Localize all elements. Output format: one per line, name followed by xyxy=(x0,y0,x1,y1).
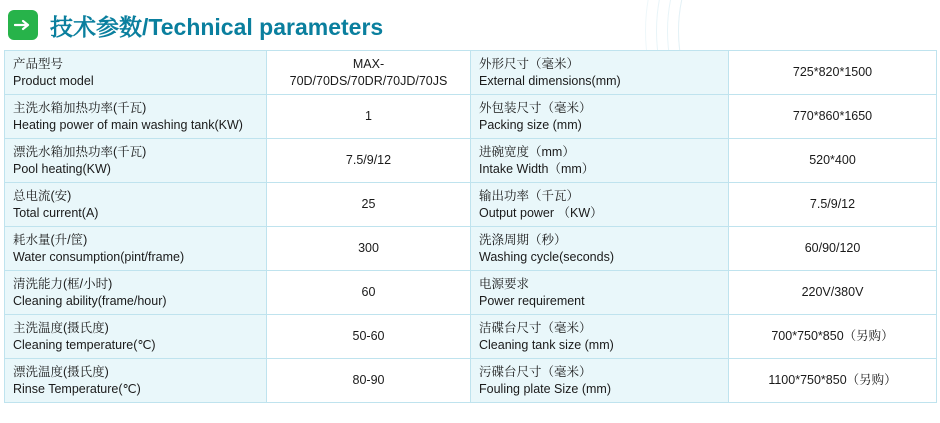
spec-label-cell xyxy=(5,359,267,403)
spec-label-cn: 输出功率（千瓦） xyxy=(479,188,580,203)
spec-label-en: Cleaning temperature(℃) xyxy=(13,337,156,352)
spec-label-cn: 外形尺寸（毫米） xyxy=(479,56,580,71)
spec-label-cell xyxy=(5,271,267,315)
spec-label-cell xyxy=(471,315,729,359)
spec-label-en: Output power （KW） xyxy=(479,205,603,220)
spec-label-cell xyxy=(471,227,729,271)
spec-label-en: Heating power of main washing tank(KW) xyxy=(13,117,243,132)
spec-label-cell xyxy=(5,139,267,183)
spec-label-cn: 主洗温度(摄氏度) xyxy=(13,320,109,335)
spec-label-cell xyxy=(471,95,729,139)
spec-value-cell: MAX-70D/70DS/70DR/70JD/70JS xyxy=(267,51,471,95)
spec-label-cell xyxy=(5,51,267,95)
spec-label-cn: 漂洗水箱加热功率(千瓦) xyxy=(13,144,147,159)
spec-label-en: Water consumption(pint/frame) xyxy=(13,249,185,264)
spec-label-cell xyxy=(5,183,267,227)
spec-label-en: External dimensions(mm) xyxy=(479,73,621,88)
page-title: 技术参数/Technical parameters xyxy=(50,13,384,40)
spec-value-cell: 725*820*1500 xyxy=(729,51,937,95)
spec-label-cell xyxy=(471,139,729,183)
technical-parameters-table xyxy=(4,50,937,403)
spec-value-cell: 7.5/9/12 xyxy=(729,183,937,227)
spec-label-cell xyxy=(5,315,267,359)
table-row xyxy=(5,315,937,359)
spec-label-cn: 总电流(安) xyxy=(13,188,72,203)
spec-value-cell: 60 xyxy=(267,271,471,315)
spec-value-cell: 60/90/120 xyxy=(729,227,937,271)
spec-label-en: Fouling plate Size (mm) xyxy=(479,381,611,396)
spec-label-cell xyxy=(471,183,729,227)
spec-label-cn: 耗水量(升/筐) xyxy=(13,232,88,247)
spec-label-cn: 主洗水箱加热功率(千瓦) xyxy=(13,100,147,115)
spec-value-cell: 1 xyxy=(267,95,471,139)
spec-label-cn: 外包装尺寸（毫米） xyxy=(479,100,592,115)
spec-label-cn: 漂洗温度(摄氏度) xyxy=(13,364,109,379)
spec-value-cell: 1100*750*850（另购） xyxy=(729,359,937,403)
spec-label-cn: 污碟台尺寸（毫米） xyxy=(479,364,592,379)
spec-value-cell: 520*400 xyxy=(729,139,937,183)
table-row xyxy=(5,139,937,183)
spec-label-cn: 洁碟台尺寸（毫米） xyxy=(479,320,592,335)
spec-label-cell xyxy=(471,271,729,315)
spec-label-cn: 电源要求 xyxy=(479,276,530,291)
table-row xyxy=(5,95,937,139)
spec-label-en: Washing cycle(seconds) xyxy=(479,249,615,264)
table-row xyxy=(5,271,937,315)
spec-value-cell: 25 xyxy=(267,183,471,227)
spec-value-cell: 700*750*850（另购） xyxy=(729,315,937,359)
spec-label-en: Product model xyxy=(13,73,94,88)
table-row xyxy=(5,51,937,95)
decorative-rings xyxy=(678,0,940,50)
spec-label-cn: 产品型号 xyxy=(13,56,64,71)
spec-label-en: Pool heating(KW) xyxy=(13,161,111,176)
table-row xyxy=(5,183,937,227)
spec-value-cell: 770*860*1650 xyxy=(729,95,937,139)
spec-label-cell xyxy=(471,51,729,95)
spec-label-cn: 洗涤周期（秒） xyxy=(479,232,567,247)
spec-label-en: Total current(A) xyxy=(13,205,99,220)
spec-value-cell: 7.5/9/12 xyxy=(267,139,471,183)
spec-label-cell xyxy=(5,95,267,139)
spec-value-cell: 220V/380V xyxy=(729,271,937,315)
spec-label-en: Rinse Temperature(℃) xyxy=(13,381,141,396)
table-row xyxy=(5,359,937,403)
spec-value-cell: 80-90 xyxy=(267,359,471,403)
spec-label-en: Intake Width（mm） xyxy=(479,161,595,176)
spec-label-cell xyxy=(471,359,729,403)
page-header xyxy=(0,0,940,50)
spec-label-cn: 清洗能力(框/小时) xyxy=(13,276,113,291)
spec-label-cn: 进碗宽度（mm） xyxy=(479,144,575,159)
spec-label-en: Power requirement xyxy=(479,293,585,308)
arrow-right-icon xyxy=(8,10,38,40)
spec-value-cell: 50-60 xyxy=(267,315,471,359)
spec-label-en: Packing size (mm) xyxy=(479,117,582,132)
spec-value-cell: 300 xyxy=(267,227,471,271)
spec-label-cell xyxy=(5,227,267,271)
table-row xyxy=(5,227,937,271)
spec-label-en: Cleaning tank size (mm) xyxy=(479,337,614,352)
spec-label-en: Cleaning ability(frame/hour) xyxy=(13,293,167,308)
